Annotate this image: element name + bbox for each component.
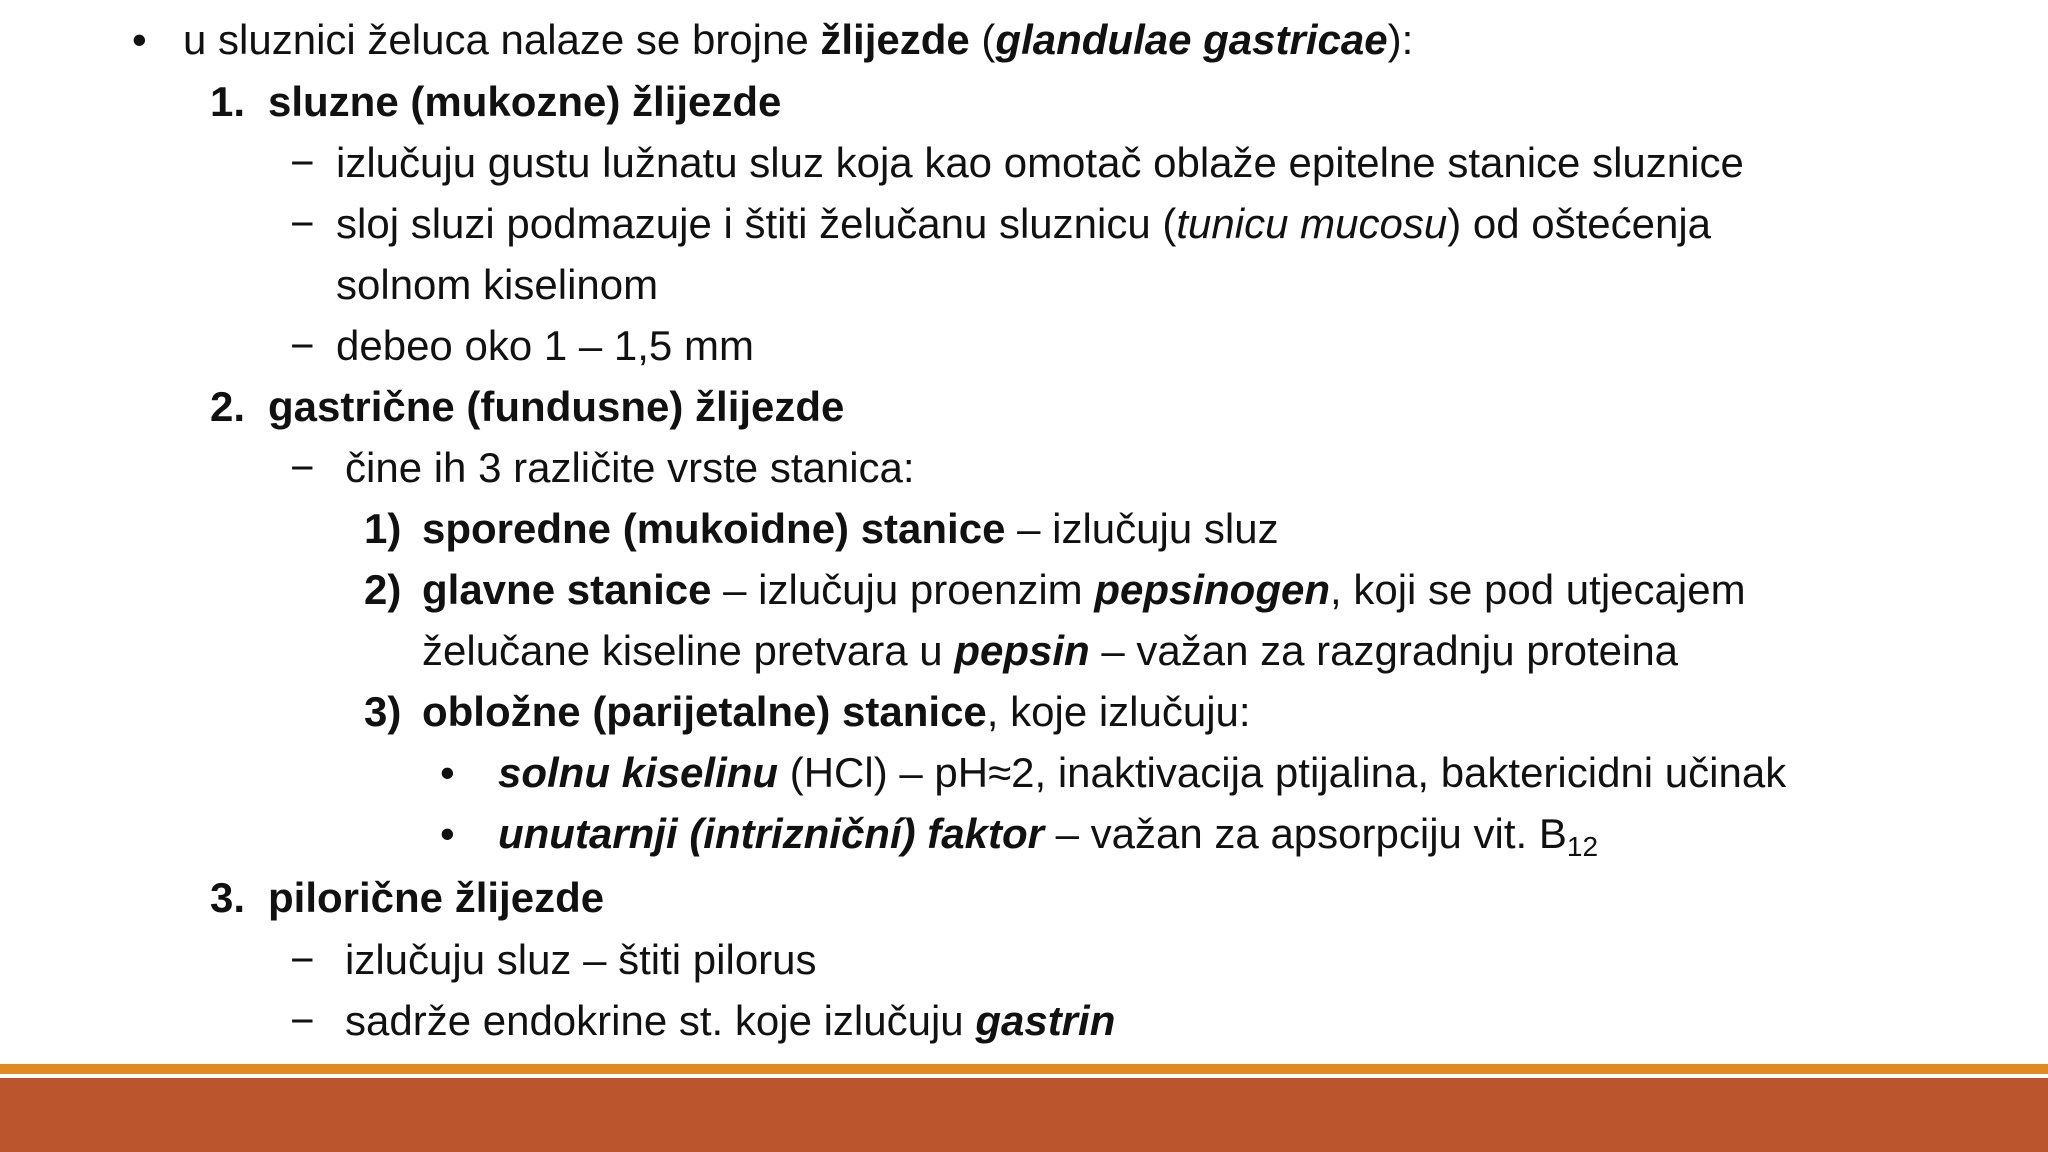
item2-sub1-number: 1) xyxy=(364,505,402,552)
item2-sub2-text-b: , koji se pod utjecajem xyxy=(1330,566,1746,613)
item3-point-2-text: sadrže endokrine st. koje izlučuju xyxy=(345,997,976,1044)
item2-sub3-point-1-text: (HCl) – pH≈2, inaktivacija ptijalina, baktericidni učinak xyxy=(778,749,1787,796)
item2-sub3-number: 3) xyxy=(364,688,402,735)
item3-number: 3. xyxy=(210,874,246,921)
item2-sub3-text: , koje izlučuju: xyxy=(986,688,1251,735)
item2-title: gastrične (fundusne) žlijezde xyxy=(268,383,845,430)
item2-sub2-text-a: – izlučuju proenzim xyxy=(711,566,1095,613)
item3-title: pilorične žlijezde xyxy=(268,874,605,921)
item2-sub3-point-2-subscript: 12 xyxy=(1566,831,1599,862)
item2-sub3-point-2-text: – važan za apsorpciju vit. B xyxy=(1043,810,1567,857)
item3-point-1: izlučuju sluz – štiti pilorus xyxy=(345,936,817,983)
item2-dash: − xyxy=(290,444,315,491)
item2-sub2-bold-italic: pepsinogen xyxy=(1094,566,1330,613)
item2-sub2-cont-b: – važan za razgradnju proteina xyxy=(1089,627,1679,674)
item2-sub1 xyxy=(422,503,1279,555)
item2-sub2-number: 2) xyxy=(364,566,402,613)
item2-sub2 xyxy=(422,564,1746,616)
item2-sub3-bullet-2: • xyxy=(440,810,455,857)
intro-text-1: u sluznici želuca nalaze se brojne xyxy=(183,16,821,63)
item2-sub3-point-1-bold-italic: solnu kiselinu xyxy=(498,749,779,796)
item2-sub3-bold: obložne (parijetalne) stanice xyxy=(422,688,987,735)
intro-line xyxy=(183,14,1413,66)
item1-point-2-italic: tunicu mucosu xyxy=(1176,200,1448,247)
item2-sub3-bullet-1: • xyxy=(440,749,455,796)
item1-point-3: debeo oko 1 – 1,5 mm xyxy=(336,322,754,369)
item3-point-2-bold-italic: gastrin xyxy=(975,997,1116,1044)
item2-sub3 xyxy=(422,686,1251,738)
item2-sub2-cont-bold-italic: pepsin xyxy=(954,627,1090,674)
intro-latin-term: glandulae gastricae xyxy=(995,16,1388,63)
item2-sub2-cont-a: želučane kiseline pretvara u xyxy=(422,627,955,674)
item2-point: čine ih 3 različite vrste stanica: xyxy=(345,444,915,491)
item3-point-2 xyxy=(345,995,1115,1047)
item1-dash-3: − xyxy=(290,322,315,369)
item2-sub3-point-1 xyxy=(498,747,1786,799)
intro-text-2: ( xyxy=(969,16,996,63)
item1-point-2-text-a: sloj sluzi podmazuje i štiti želučanu sluznicu ( xyxy=(336,200,1177,247)
item2-sub3-point-2 xyxy=(498,808,1598,860)
item3-dash-2: − xyxy=(290,997,315,1044)
item2-sub1-text: – izlučuju sluz xyxy=(1005,505,1279,552)
item2-sub1-bold: sporedne (mukoidne) stanice xyxy=(422,505,1006,552)
item2-sub2-bold: glavne stanice xyxy=(422,566,712,613)
item2-number: 2. xyxy=(210,383,246,430)
item1-point-2-continuation: solnom kiselinom xyxy=(336,261,659,308)
item1-title: sluzne (mukozne) žlijezde xyxy=(268,78,782,125)
item2-sub2-continuation xyxy=(422,625,1678,677)
item1-dash-1: − xyxy=(290,139,315,186)
footer-accent-line xyxy=(0,1064,2048,1074)
item1-dash-2: − xyxy=(290,200,315,247)
item2-sub3-point-2-bold-italic: unutarnji (intrizniční) faktor xyxy=(498,810,1044,857)
item3-dash-1: − xyxy=(290,936,315,983)
footer-bar xyxy=(0,1078,2048,1152)
item1-number: 1. xyxy=(210,78,246,125)
intro-bold: žlijezde xyxy=(820,16,970,63)
item1-point-2-text-b: ) od oštećenja xyxy=(1447,200,1712,247)
item1-point-2 xyxy=(336,198,1711,250)
item1-point-1: izlučuju gustu lužnatu sluz koja kao omotač oblaže epitelne stanice sluznice xyxy=(336,139,1744,186)
intro-text-3: ): xyxy=(1387,16,1414,63)
intro-bullet: • xyxy=(132,16,147,63)
